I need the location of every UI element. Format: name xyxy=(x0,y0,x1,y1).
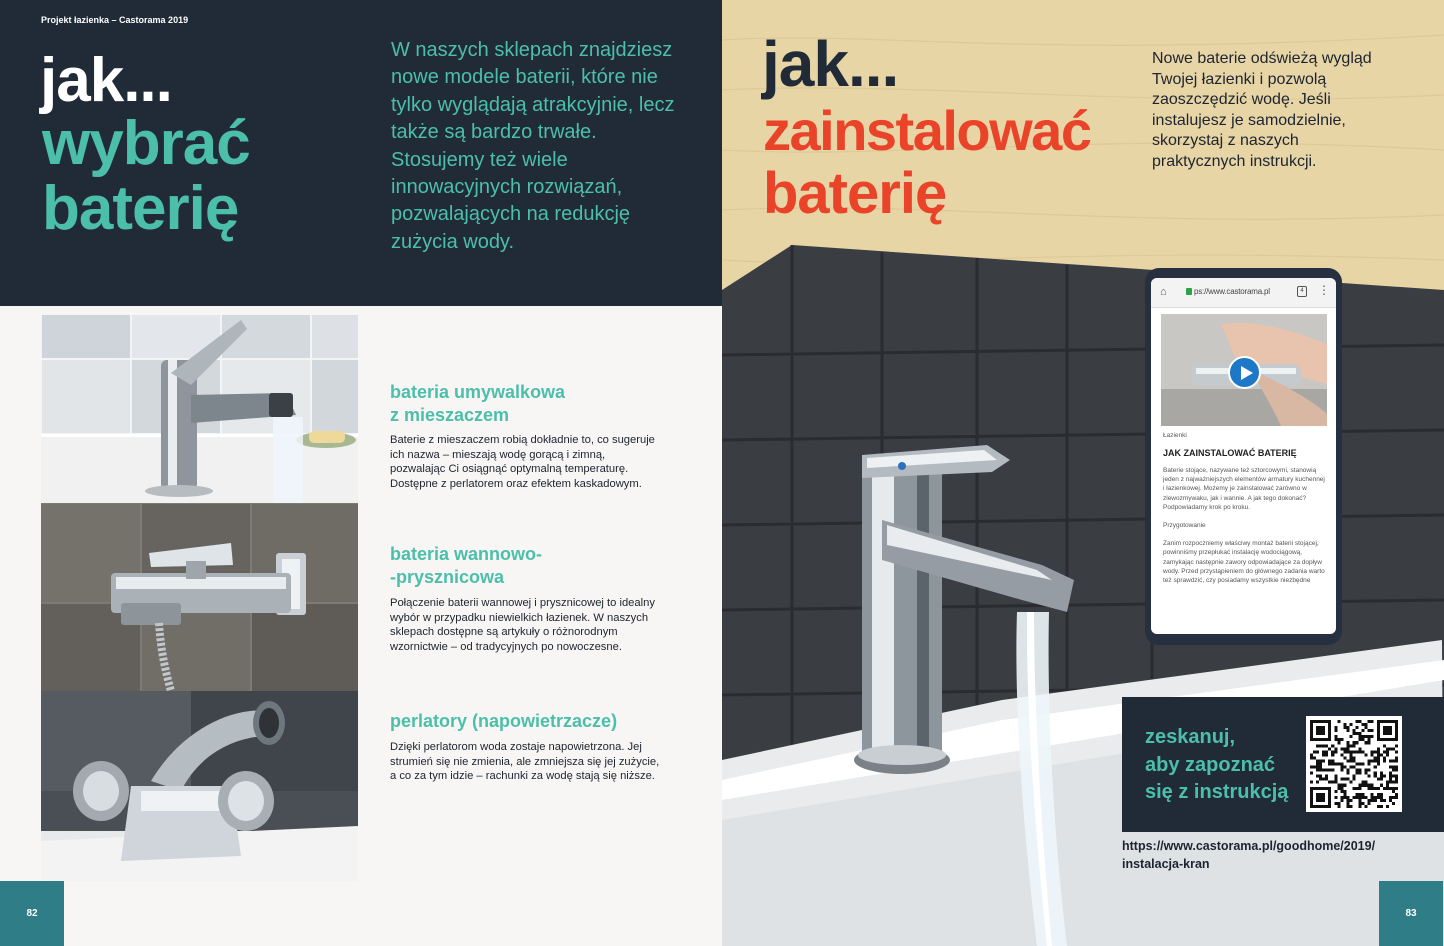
page-number-right: 83 xyxy=(1379,881,1443,946)
left-header-panel xyxy=(0,0,722,306)
qr-text-line1: zeskanuj, xyxy=(1145,726,1236,748)
product1-title-line2: z mieszaczem xyxy=(390,405,510,425)
browser-url-bar[interactable] xyxy=(1151,278,1336,308)
qr-instruction-text xyxy=(1145,724,1288,807)
article-subheading: Przygotowanie xyxy=(1163,522,1206,530)
phone-screen xyxy=(1151,278,1336,634)
product3-description: Dzięki perlatorom woda zostaje napowietrzona. Jej strumień się nie zmienia, ale zmniejsza się jej zużycie, a co za tym idzie – rachunki za wodę stają się niższe. xyxy=(390,741,660,782)
qr-text-line2: aby zapoznać xyxy=(1145,753,1276,776)
right-heading-line1: jak... xyxy=(762,28,899,100)
home-icon[interactable]: ⌂ xyxy=(1160,286,1167,298)
play-icon xyxy=(1241,366,1253,380)
instruction-url-line1[interactable]: https://www.castorama.pl/goodhome/2019/ xyxy=(1122,839,1376,853)
article-paragraph2: Zanim rozpoczniemy właściwy montaż baterii stojącej, powinniśmy przepłukać instalację wodociągową, zamykając następnie zawory odpowiadające za dopływ wody. Przed przystąpieniem do głównego zadania warto też sprawdzić, czy posiadamy wszystkie niezbędne xyxy=(1163,540,1325,585)
right-intro-text: Nowe baterie odświeżą wygląd Twojej łazienki i pozwolą zaoszczędzić wodę. Jeśli instalujesz je samodzielnie, skorzystaj z naszych praktycznych instrukcji. xyxy=(1152,50,1372,170)
aerator-photo xyxy=(41,691,358,881)
video-thumbnail[interactable] xyxy=(1161,314,1327,426)
article-category[interactable]: Łazienki xyxy=(1163,432,1187,439)
article-title: JAK ZAINSTALOWAĆ BATERIĘ xyxy=(1163,448,1297,458)
product1-title xyxy=(390,381,565,427)
phone-mockup xyxy=(1145,268,1342,645)
left-heading-line1: jak... xyxy=(40,46,172,115)
instruction-url-line2[interactable]: instalacja-kran xyxy=(1122,857,1210,871)
browser-url[interactable]: ps://www.castorama.pl xyxy=(1194,287,1270,296)
product2-description: Połączenie baterii wannowej i prysznicowej to idealny wybór w przypadku niewielkich łazienek. W naszych sklepach dostępne są artykuły o różnorodnym wzornictwie – od tradycyjnych po nowoczesne. xyxy=(390,597,655,653)
product2-title-line1: bateria wannowo- xyxy=(390,544,543,564)
product2-title-line2: -prysznicowa xyxy=(390,567,505,587)
qr-finder-pattern xyxy=(1316,726,1325,735)
tabs-icon[interactable]: 4 xyxy=(1297,286,1307,297)
left-heading-line2: wybrać xyxy=(42,109,250,178)
play-button[interactable] xyxy=(1228,356,1261,389)
right-heading-line2: zainstalować xyxy=(763,99,1091,162)
qr-code[interactable] xyxy=(1306,716,1402,812)
lock-icon xyxy=(1186,288,1192,295)
bath-shower-mixer-photo xyxy=(41,503,358,691)
page-number-left: 82 xyxy=(0,881,64,946)
product2-title xyxy=(390,543,542,589)
product3-title xyxy=(390,710,617,733)
instruction-url[interactable] xyxy=(1122,837,1375,873)
qr-panel xyxy=(1122,697,1444,832)
menu-icon[interactable]: ⋮ xyxy=(1318,283,1330,297)
qr-finder-pattern xyxy=(1383,726,1392,735)
qr-finder-pattern xyxy=(1316,793,1325,802)
product1-title-line1: bateria umywalkowa xyxy=(390,382,566,402)
product1-description: Baterie z mieszaczem robią dokładnie to, co sugeruje ich nazwa – mieszają wodę gorącą i zimną, pozwalając Ci osiągnąć optymalną temperaturę. Dostępne z perlatorem oraz efektem kaskadowym. xyxy=(390,434,655,490)
right-page xyxy=(722,0,1444,946)
product3-title-line1: perlatory (napowietrzacze) xyxy=(390,711,618,731)
basin-mixer-photo xyxy=(41,315,358,503)
left-intro-text: W naszych sklepach znajdziesz nowe modele baterii, które nie tylko wyglądają atrakcyjnie, lecz także są bardzo trwałe. Stosujemy też wiele innowacyjnych rozwiązań, pozwalających na redukcję zużycia wody. xyxy=(391,39,675,253)
article-paragraph1: Baterie stojące, nazywane też sztorcowymi, stanowią jeden z najważniejszych elementów armatury kuchennej i łazienkowej. Możemy je zainstalować zarówno w zlewozmywaku, jak i wannie. A jak tego dokonać? Podpowiadamy krok po kroku. xyxy=(1163,467,1325,511)
qr-text-line3: się z instrukcją xyxy=(1145,781,1289,803)
right-heading-line3: baterię xyxy=(763,161,947,226)
running-head: Projekt łazienka – Castorama 2019 xyxy=(41,15,189,25)
qr-code-pattern xyxy=(1310,720,1398,808)
article-preview xyxy=(1163,430,1327,628)
left-heading-line3: baterię xyxy=(42,174,239,243)
